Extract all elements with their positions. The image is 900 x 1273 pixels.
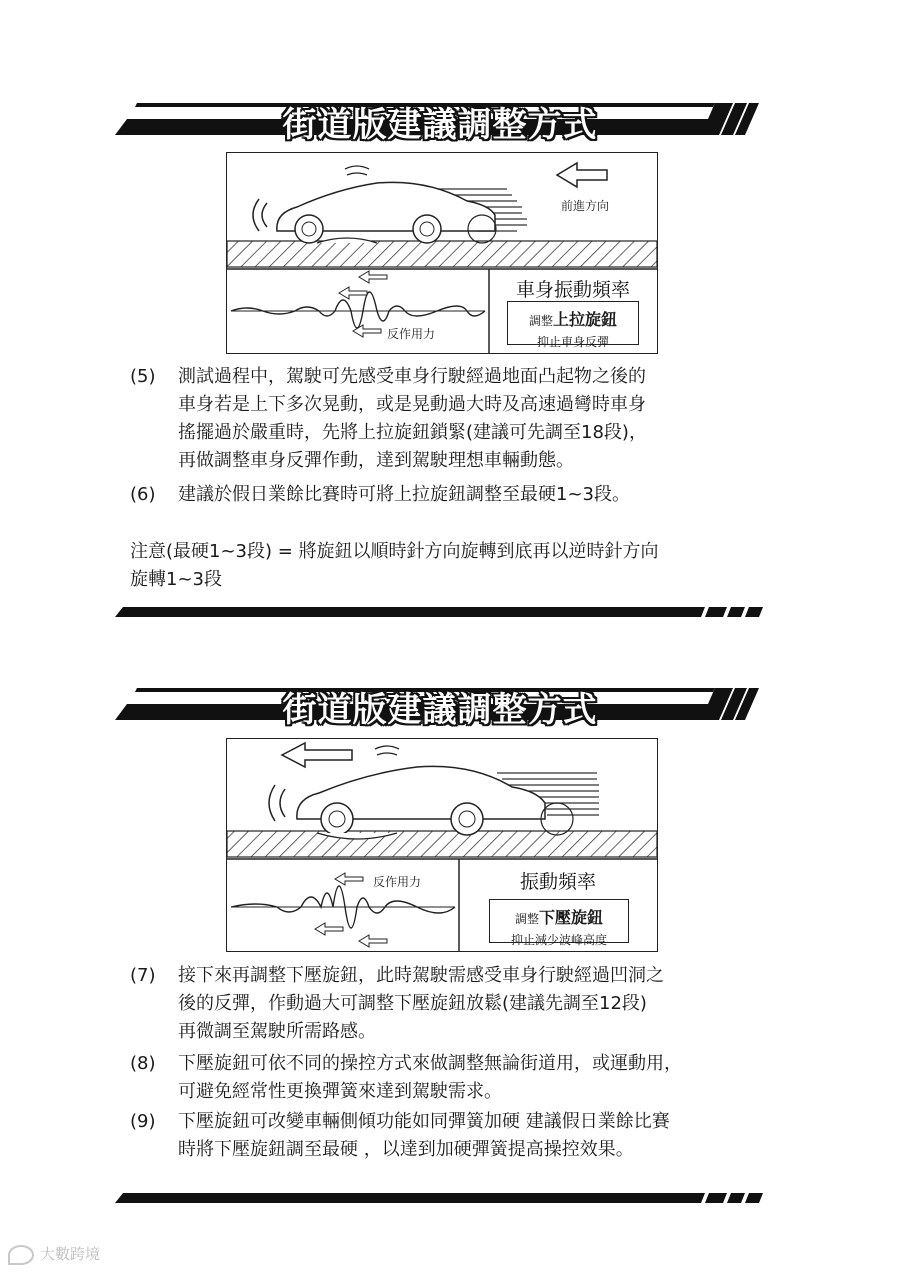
item-number: (9): [130, 1111, 156, 1132]
item-line: 後的反彈，作動過大可調整下壓旋鈕放鬆(建議先調至12段): [178, 993, 647, 1014]
section-2-footer-rule: [115, 1190, 765, 1204]
watermark-text: 大數跨境: [40, 1245, 101, 1263]
box-sub: 抑止減少波峰高度: [510, 933, 607, 947]
box-sub: 抑止車身反彈: [536, 335, 609, 349]
force-label: 反作用力: [373, 875, 422, 889]
direction-label: 前進方向: [561, 199, 610, 213]
box-prefix: 調整: [528, 314, 553, 328]
note-line: 旋轉1~3段: [130, 569, 222, 590]
section-1-title-banner: [115, 95, 765, 145]
section-1-title: 街道版建議調整方式: [282, 105, 598, 145]
panel-heading: 車身振動頻率: [515, 279, 630, 301]
item-line: 搖擺過於嚴重時，先將上拉旋鈕鎖緊(建議可先調至18段)，: [178, 422, 647, 443]
item-line: 再微調至駕駛所需路感。: [178, 1021, 376, 1042]
section-2-figure: [226, 738, 658, 952]
item-number: (8): [130, 1053, 156, 1074]
adjust-box: [489, 899, 629, 947]
item-line: 下壓旋鈕可依不同的操控方式來做調整無論街道用，或運動用，: [178, 1053, 682, 1074]
item-line: 再做調整車身反彈作動，達到駕駛理想車輛動態。: [178, 450, 574, 471]
watermark: [8, 1243, 100, 1265]
panel-heading: 振動頻率: [519, 871, 596, 893]
section-2-title-banner: [115, 680, 765, 730]
item-line: 測試過程中，駕駛可先感受車身行駛經過地面凸起物之後的: [178, 366, 646, 387]
section-2-title: 街道版建議調整方式: [282, 690, 598, 730]
box-bold: 上拉旋鈕: [553, 310, 618, 329]
item-line: 時將下壓旋鈕調至最硬 ，以達到加硬彈簧提高操控效果。: [178, 1139, 634, 1160]
item-line: 可避免經常性更換彈簧來達到駕駛需求。: [178, 1081, 502, 1102]
box-bold: 下壓旋鈕: [539, 908, 604, 927]
section-1-footer-rule: [115, 604, 765, 618]
force-label: 反作用力: [387, 327, 436, 341]
item-number: (7): [130, 965, 156, 986]
box-prefix: 調整: [514, 912, 539, 926]
note: [130, 538, 780, 594]
adjust-box: [507, 301, 639, 349]
item-line: 下壓旋鈕可改變車輛側傾功能如同彈簧加硬 建議假日業餘比賽: [178, 1111, 670, 1132]
section-1-figure: [226, 152, 658, 354]
note-line: 注意(最硬1~3段) = 將旋鈕以順時針方向旋轉到底再以逆時針方向: [130, 541, 659, 562]
item-number: (6): [130, 484, 156, 505]
watermark-logo-icon: [8, 1245, 34, 1265]
item-number: (5): [130, 366, 156, 387]
item-line: 建議於假日業餘比賽時可將上拉旋鈕調整至最硬1~3段。: [178, 484, 630, 505]
item-line: 接下來再調整下壓旋鈕，此時駕駛需感受車身行駛經過凹洞之: [178, 965, 664, 986]
item-line: 車身若是上下多次晃動，或是晃動過大時及高速過彎時車身: [178, 394, 646, 415]
